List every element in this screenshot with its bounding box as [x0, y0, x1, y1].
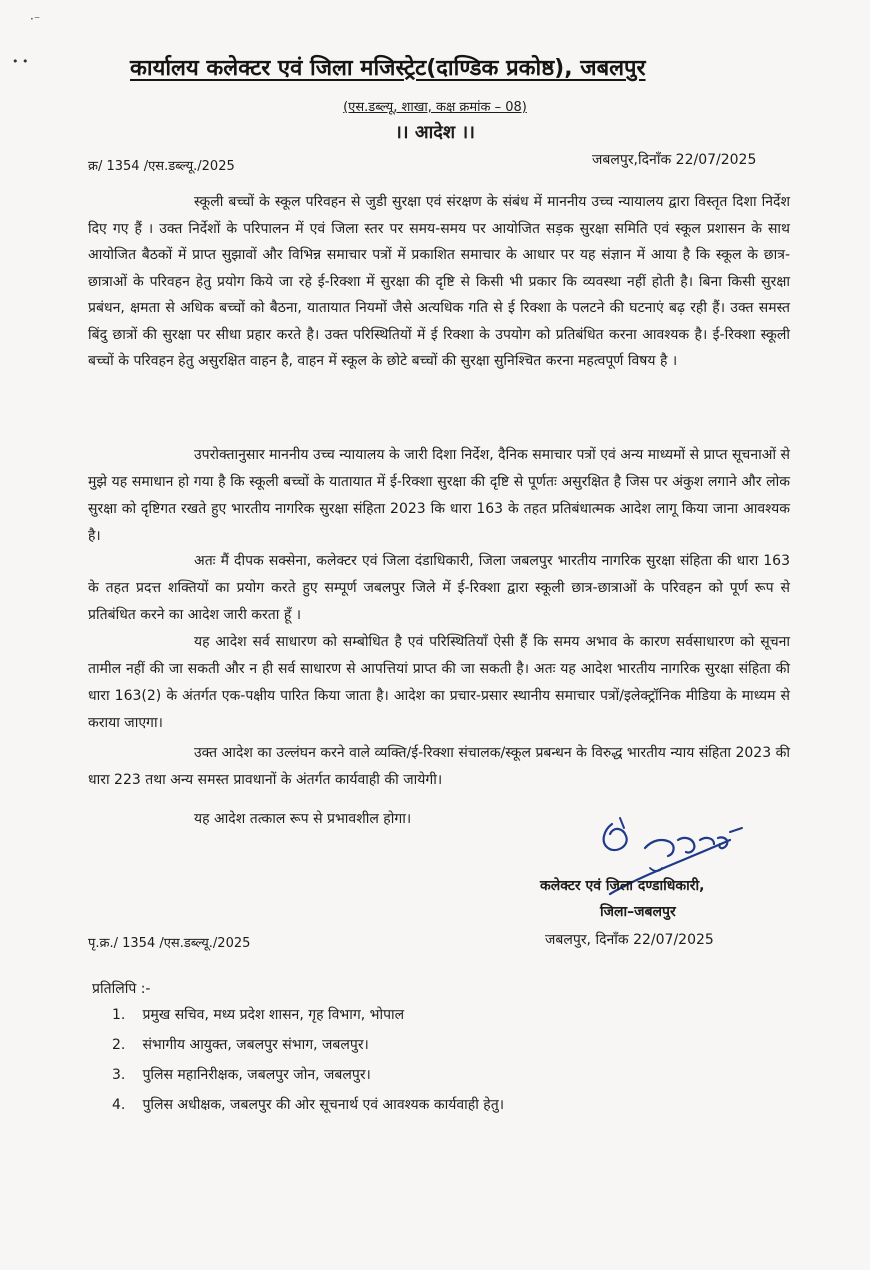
paragraph-6: यह आदेश तत्काल रूप से प्रभावशील होगा।	[194, 811, 412, 827]
list-number: 3.	[112, 1067, 126, 1083]
signatory-designation: कलेक्टर एवं जिला दण्डाधिकारी,	[540, 878, 705, 894]
office-title: कार्यालय कलेक्टर एवं जिला मजिस्ट्रेट(दाण्डिक प्रकोष्ठ), जबलपुर	[130, 56, 646, 81]
paragraph-4: यह आदेश सर्व साधारण को सम्बोधित है एवं परिस्थितियाँ ऐसी हैं कि समय अभाव के कारण सर्वसाधारण को सूचना तामील नहीं की जा सकती और न ही सर्व साधारण से आपत्तियां प्राप्त की जा सकती है। अतः यह आदेश भारतीय नागरिक सुरक्षा संहिता की धारा 163(2) के अंतर्गत एक-पक्षीय पारित किया जाता है। आदेश का प्रचार-प्रसार स्थानीय समाचार पत्रों/इलेक्ट्रॉनिक मीडिया के माध्यम से कराया जाएगा।	[88, 634, 790, 731]
endorsement-date: जबलपुर, दिनाँक 22/07/2025	[545, 932, 714, 948]
list-number: 2.	[112, 1037, 126, 1053]
copy-to-label: प्रतिलिपि :-	[92, 981, 151, 997]
paragraph-2: उपरोक्तानुसार माननीय उच्च न्यायालय के जारी दिशा निर्देश, दैनिक समाचार पत्रों एवं अन्य माध्यमों से प्राप्त सूचनाओं से मुझे यह समाधान हो गया है कि स्कूली बच्चों के यातायात में ई-रिक्शा सुरक्षा की दृष्टि से पूर्णतः असुरक्षित है जिस पर अंकुश लगाने और लोक सुरक्षा को दृष्टिगत रखते हुए भारतीय नागरिक सुरक्षा संहिता 2023 कि धारा 163 के तहत प्रतिबंधात्मक आदेश लागू किया जाना आवश्यक है।	[88, 447, 790, 544]
paragraph-3: अतः मैं दीपक सक्सेना, कलेक्टर एवं जिला दंडाधिकारी, जिला जबलपुर भारतीय नागरिक सुरक्षा संहिता की धारा 163 के तहत प्रदत्त शक्तियों का प्रयोग करते हुए सम्पूर्ण जबलपुर जिले में ई-रिक्शा द्वारा स्कूली छात्र-छात्राओं के परिवहन को पूर्ण रूप से प्रतिबंधित करने का आदेश जारी करता हूँ ।	[88, 553, 790, 623]
recipient-text: पुलिस महानिरीक्षक, जबलपुर जोन, जबलपुर।	[142, 1067, 371, 1083]
paragraph-5: उक्त आदेश का उल्लंघन करने वाले व्यक्ति/ई-रिक्शा संचालक/स्कूल प्रबन्धन के विरुद्ध भारतीय न्याय संहिता 2023 की धारा 223 तथा अन्य समस्त प्रावधानों के अंतर्गत कार्यवाही की जायेगी।	[88, 745, 790, 788]
list-item	[112, 1090, 504, 1120]
list-number: 4.	[112, 1097, 126, 1113]
section-line: (एस.डब्ल्यू, शाखा, कक्ष क्रमांक – 08)	[343, 100, 527, 115]
order-heading: ।। आदेश ।।	[394, 122, 475, 143]
order-date: जबलपुर,दिनाँक 22/07/2025	[592, 152, 757, 168]
list-item	[112, 1060, 504, 1090]
copy-recipients-list	[112, 1000, 504, 1120]
reference-number: क्र/ 1354 /एस.डब्ल्यू./2025	[88, 159, 235, 174]
list-number: 1.	[112, 1007, 126, 1023]
scan-mark: ·⁻	[30, 12, 41, 26]
recipient-text: पुलिस अधीक्षक, जबलपुर की ओर सूचनार्थ एवं आवश्यक कार्यवाही हेतु।	[142, 1097, 505, 1113]
scan-mark: • •	[12, 55, 29, 68]
paragraph-1: स्कूली बच्चों के स्कूल परिवहन से जुडी सुरक्षा एवं संरक्षण के संबंध में माननीय उच्च न्यायालय द्वारा विस्तृत दिशा निर्देश दिए गए हैं । उक्त निर्देशों के परिपालन में एवं जिला स्तर पर समय-समय पर आयोजित सड़क सुरक्षा समिति एवं स्कूल प्रशासन के साथ आयोजित बैठकों में प्राप्त सुझावों और विभिन्न समाचार पत्रों में प्रकाशित समाचार के आधार पर यह संज्ञान में आया है कि स्कूल के छात्र-छात्राओं के परिवहन हेतु प्रयोग किये जा रहे ई-रिक्शा में सुरक्षा की दृष्टि से किसी भी प्रकार कि व्यवस्था नहीं होती है। बिना किसी सुरक्षा प्रबंधन, क्षमता से अधिक बच्चों को बैठना, यातायात नियमों जैसे अत्यधिक गति से ई रिक्शा के पलटने की घटनाएं बढ़ रही हैं। उक्त समस्त बिंदु छात्रों की सुरक्षा पर सीधा प्रहार करते है। उक्त परिस्थितियों में ई रिक्शा के उपयोग को प्रतिबंधित करना आवश्यक है। ई-रिक्शा स्कूली बच्चों के परिवहन हेतु असुरक्षित वाहन है, वाहन में स्कूल के छोटे बच्चों की सुरक्षा सुनिश्चित करना महत्वपूर्ण विषय है ।	[88, 194, 790, 369]
recipient-text: संभागीय आयुक्त, जबलपुर संभाग, जबलपुर।	[142, 1037, 369, 1053]
list-item	[112, 1000, 504, 1030]
list-item	[112, 1030, 504, 1060]
signatory-district: जिला–जबलपुर	[600, 904, 676, 920]
endorsement-reference: पृ.क्र./ 1354 /एस.डब्ल्यू./2025	[88, 936, 251, 951]
recipient-text: प्रमुख सचिव, मध्य प्रदेश शासन, गृह विभाग, भोपाल	[142, 1007, 405, 1023]
